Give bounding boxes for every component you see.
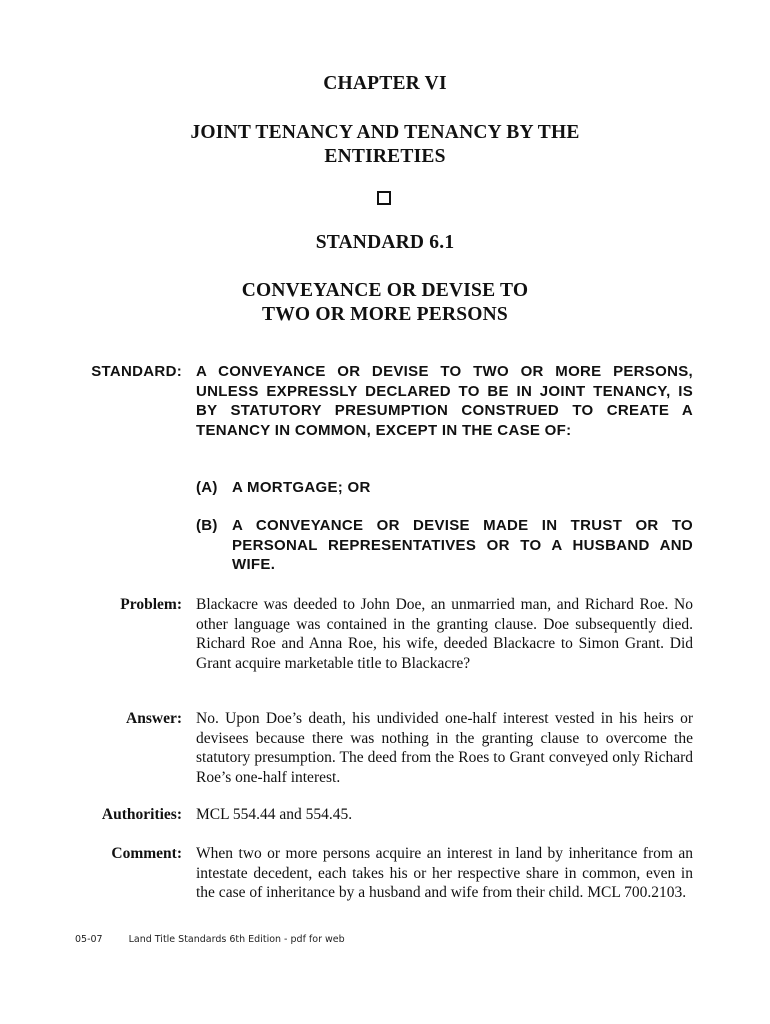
standard-label: STANDARD: bbox=[91, 363, 182, 380]
standard-text: A CONVEYANCE OR DEVISE TO TWO OR MORE PERSONS, UNLESS EXPRESSLY DECLARED TO BE IN JOINT TENANCY, IS BY STATUTORY PRESUMPTION CONSTRUED TO CREATE A TENANCY IN COMMON, EXCEPT IN THE CASE OF: bbox=[196, 363, 693, 439]
section-divider-box-icon bbox=[377, 191, 391, 205]
comment-label: Comment: bbox=[111, 845, 182, 862]
authorities-text: MCL 554.44 and 554.45. bbox=[196, 806, 353, 823]
item-a-marker: (A) bbox=[196, 479, 218, 496]
standard-number: STANDARD 6.1 bbox=[315, 232, 455, 253]
standard-title-line2: TWO OR MORE PERSONS bbox=[262, 304, 508, 325]
footer-page-code: 05-07 bbox=[75, 934, 103, 945]
chapter-heading: CHAPTER VI bbox=[323, 73, 447, 94]
chapter-title-line1: JOINT TENANCY AND TENANCY BY THE bbox=[190, 122, 580, 143]
item-a-text: A MORTGAGE; OR bbox=[232, 479, 371, 496]
chapter-title-line2: ENTIRETIES bbox=[324, 146, 446, 167]
item-b-marker: (B) bbox=[196, 517, 218, 534]
problem-label: Problem: bbox=[120, 596, 182, 613]
page-footer bbox=[75, 934, 371, 945]
problem-text: Blackacre was deeded to John Doe, an unmarried man, and Richard Roe. No other language was contained in the granting clause. Doe subsequently died. Richard Roe and Anna Roe, his wife, deeded Blackacre to Simon Grant. Did Grant acquire marketable title to Blackacre? bbox=[196, 596, 693, 672]
standard-title-line1: CONVEYANCE OR DEVISE TO bbox=[241, 280, 529, 301]
comment-text: When two or more persons acquire an interest in land by inheritance from an intestate decedent, each takes his or her respective share in common, even in the case of inheritance by a husband and wife from their child. MCL 700.2103. bbox=[196, 845, 693, 901]
item-b-text: A CONVEYANCE OR DEVISE MADE IN TRUST OR TO PERSONAL REPRESENTATIVES OR TO A HUSBAND AND WIFE. bbox=[232, 517, 693, 573]
answer-label: Answer: bbox=[126, 710, 182, 727]
footer-publication: Land Title Standards 6th Edition - pdf for web bbox=[128, 934, 345, 945]
answer-text: No. Upon Doe’s death, his undivided one-half interest vested in his heirs or devisees because there was nothing in the granting clause to overcome the statutory presumption. The deed from the Roes to Grant conveyed only Richard Roe’s one-half interest. bbox=[196, 710, 693, 786]
authorities-label: Authorities: bbox=[101, 806, 182, 823]
